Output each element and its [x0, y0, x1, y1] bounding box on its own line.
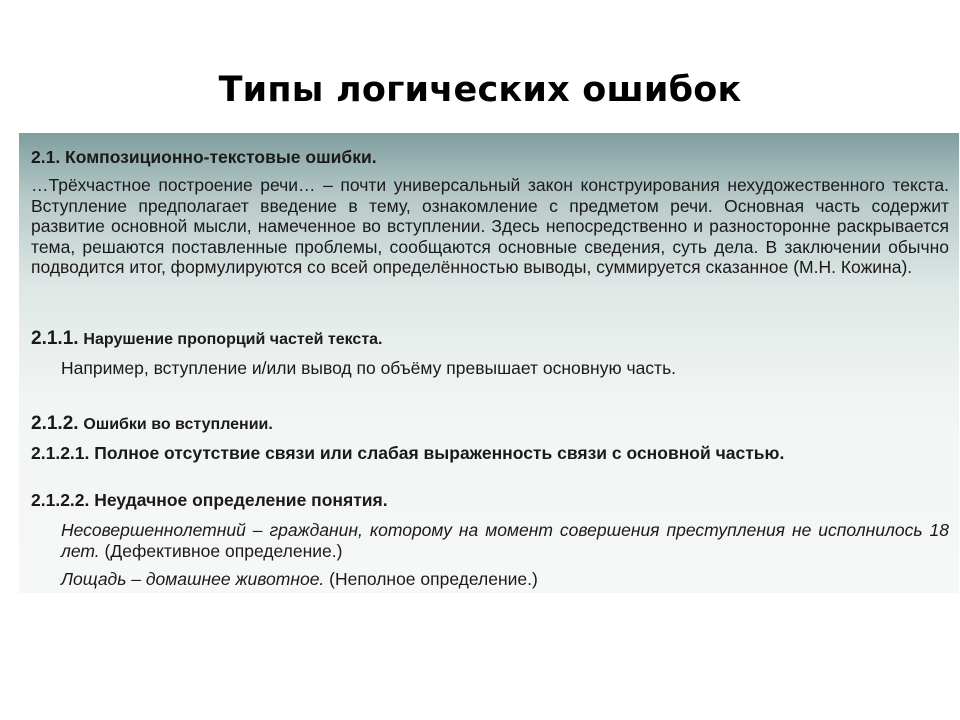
example-note: (Дефективное определение.)	[104, 540, 343, 561]
section-number: 2.1.2.	[31, 413, 79, 434]
slide-title: Типы логических ошибок	[218, 70, 742, 110]
section-title: Нарушение пропорций частей текста.	[83, 331, 383, 348]
example-note: (Неполное определение.)	[329, 569, 538, 589]
section-number: 2.1.1.	[31, 328, 79, 349]
section-2-1-2-2-heading: 2.1.2.2. Неудачное определение понятия.	[31, 490, 388, 510]
section-2-1-2-heading	[31, 413, 949, 435]
definition-example-2	[61, 569, 949, 590]
section-2-1-heading: 2.1. Композиционно-текстовые ошибки.	[31, 147, 377, 167]
content-panel	[19, 133, 959, 593]
section-2-1-1-heading	[31, 328, 949, 350]
example-proportions: Например, вступление и/или вывод по объёму превышает основную часть.	[61, 358, 677, 378]
example-text: Лощадь – домашнее животное.	[61, 569, 325, 589]
section-title: Ошибки во вступлении.	[83, 416, 273, 433]
example-text: Несовершеннолетний – гражданин, которому на момент совершения преступления не исполнилось 18 лет.	[61, 520, 949, 561]
definition-example-1	[61, 520, 949, 561]
intro-paragraph: …Трёхчастное построение речи… – почти универсальный закон конструирования нехудожественного текста. Вступление предполагает введение в тему, ознакомление с предметом речи. Основная часть содержит развитие основной мысли, намеченное во вступлении. Здесь непосредственно и разносторонне раскрывается тема, решаются поставленные проблемы, сообщаются основные сведения, суть дела. В заключении обычно подводится итог, формулируются со всей определённостью выводы, суммируется сказанное (М.Н. Кожина).	[31, 175, 949, 277]
section-2-1-2-1-heading: 2.1.2.1. Полное отсутствие связи или слабая выраженность связи с основной частью.	[31, 443, 785, 463]
